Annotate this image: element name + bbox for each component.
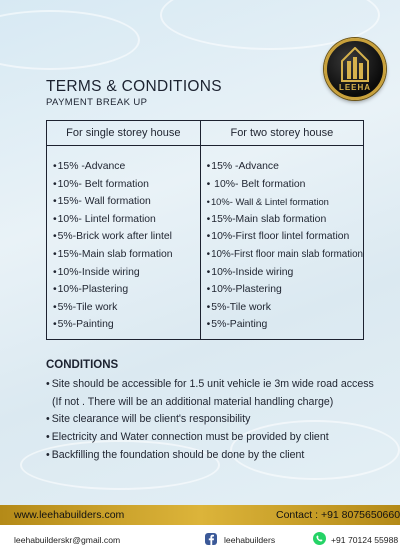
list-item: • 10%-First floor main slab formation	[207, 246, 363, 264]
list-item: • 15% -Advance	[53, 158, 200, 176]
list-item: • 5%-Painting	[53, 316, 200, 334]
payment-table	[46, 120, 364, 340]
background-ripple	[0, 10, 140, 70]
condition-item: • Site clearance will be client's responsibility	[46, 411, 376, 429]
single-storey-column	[47, 121, 200, 339]
list-item: • 15%- Wall formation	[53, 193, 200, 211]
condition-item: • Electricity and Water connection must be provided by client	[46, 429, 376, 447]
footer-bar	[0, 505, 400, 525]
conditions-heading: CONDITIONS	[46, 359, 119, 371]
two-storey-list	[201, 146, 363, 334]
list-item: • 5%-Brick work after lintel	[53, 228, 200, 246]
list-item: • 10%-First floor lintel formation	[207, 228, 363, 246]
list-item: • 5%-Tile work	[53, 299, 200, 317]
list-item: • 10%-Inside wiring	[207, 264, 363, 282]
whatsapp-icon	[313, 532, 326, 545]
list-item: • 10%- Belt formation	[53, 176, 200, 194]
two-storey-column	[200, 121, 363, 339]
conditions-list	[46, 376, 376, 465]
page-title: TERMS & CONDITIONS	[46, 78, 222, 95]
whatsapp-number[interactable]: +91 70124 55988	[331, 535, 399, 545]
condition-item: • Backfilling the foundation should be done by the client	[46, 447, 376, 465]
facebook-icon	[205, 533, 217, 545]
facebook-handle[interactable]: leehabuilders	[224, 535, 276, 545]
list-item: • 15%-Main slab formation	[53, 246, 200, 264]
list-item: • 15%-Main slab formation	[207, 211, 363, 229]
list-item: • 5%-Painting	[207, 316, 363, 334]
list-item: • 10%- Belt formation	[207, 176, 363, 194]
page-subtitle: PAYMENT BREAK UP	[46, 97, 148, 108]
logo-text: LEEHA	[338, 83, 372, 92]
two-storey-heading: For two storey house	[201, 121, 363, 146]
list-item: • 5%-Tile work	[207, 299, 363, 317]
condition-item: • Site should be accessible for 1.5 unit vehicle ie 3m wide road access	[46, 376, 376, 394]
email-link[interactable]: leehabuilderskr@gmail.com	[14, 535, 121, 545]
list-item: • 10%-Plastering	[53, 281, 200, 299]
single-storey-heading: For single storey house	[47, 121, 200, 146]
list-item: • 15% -Advance	[207, 158, 363, 176]
website-link[interactable]: www.leehabuilders.com	[14, 509, 125, 521]
single-storey-list	[47, 146, 200, 334]
contact-phone[interactable]: Contact : +91 8075650660	[276, 509, 400, 521]
list-item: • 10%- Lintel formation	[53, 211, 200, 229]
condition-item-note: (If not . There will be an additional material handling charge)	[52, 395, 334, 408]
list-item: • 10%-Plastering	[207, 281, 363, 299]
list-item: • 10%-Inside wiring	[53, 264, 200, 282]
list-item: • 10%- Wall & Lintel formation	[207, 193, 363, 211]
company-logo	[324, 38, 386, 100]
building-logo-icon	[340, 47, 370, 83]
contact-strip	[0, 525, 400, 557]
